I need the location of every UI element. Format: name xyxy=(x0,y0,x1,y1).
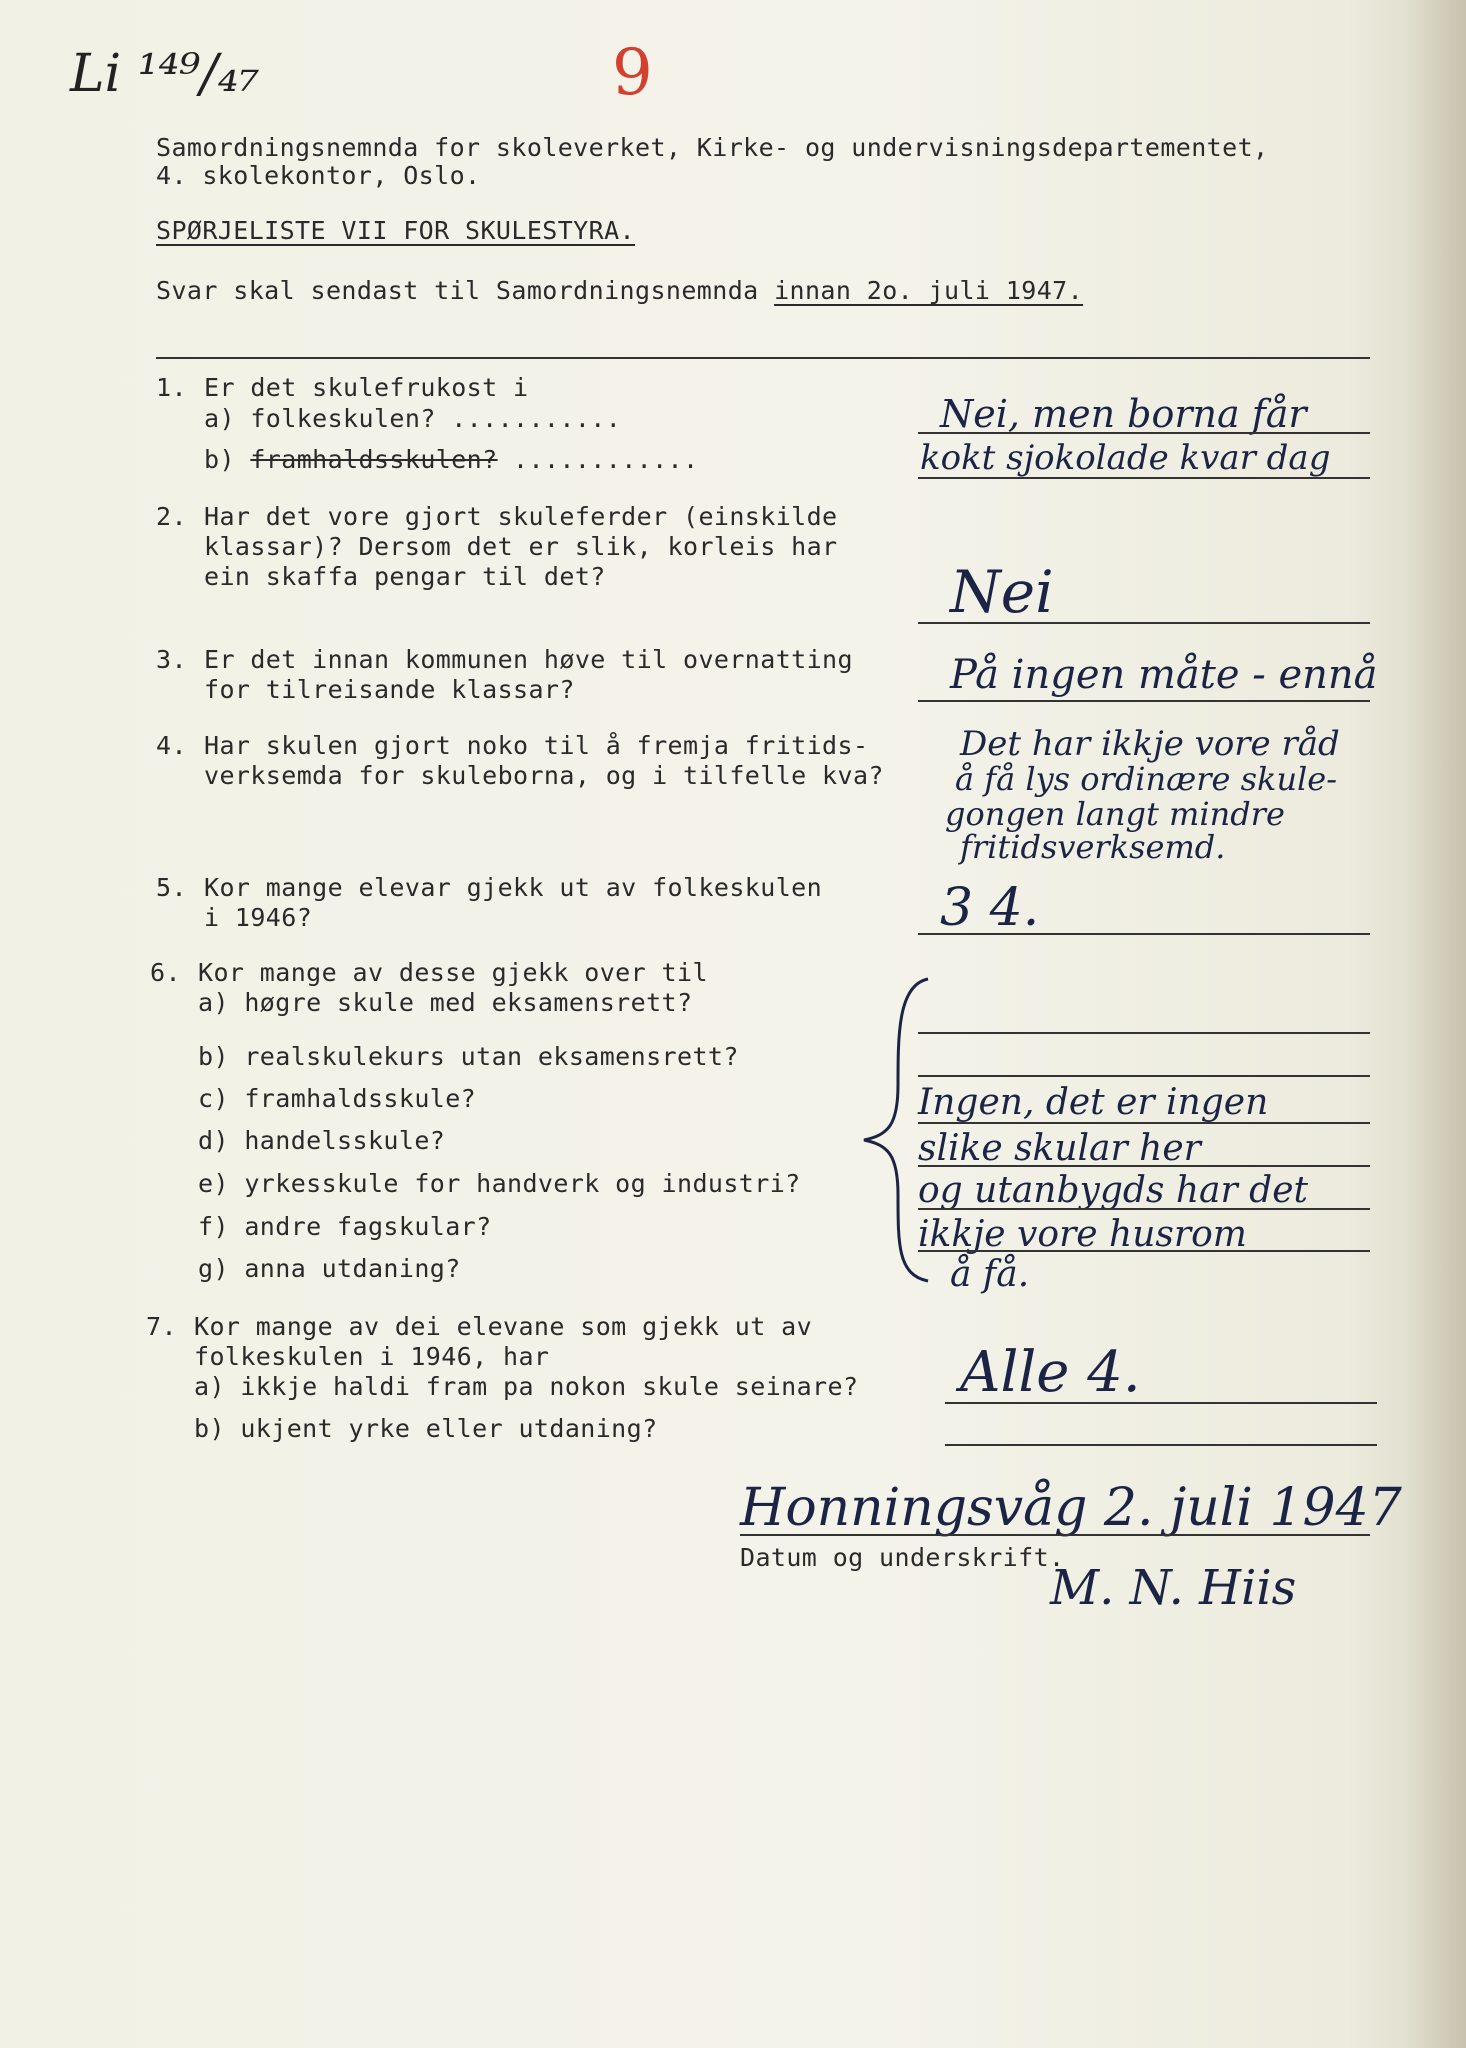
q7-answer-rule-a xyxy=(945,1402,1377,1404)
header-line-1: Samordningsnemnda for skoleverket, Kirke- og undervisningsdepartementet, xyxy=(156,133,1269,162)
q5-answer: 3 4. xyxy=(940,878,1040,938)
q6-answer-4: ikkje vore husrom xyxy=(918,1214,1247,1255)
q6-number: 6. xyxy=(150,958,181,987)
q7-answer: Alle 4. xyxy=(960,1340,1141,1405)
q2-line-2: klassar)? Dersom det er slik, korleis har xyxy=(204,532,838,561)
q7-line-2: folkeskulen i 1946, har xyxy=(194,1342,550,1371)
signature-rule xyxy=(740,1534,1370,1536)
q1-number: 1. xyxy=(156,373,187,402)
q5-line-1: Kor mange elevar gjekk ut av folkeskulen xyxy=(204,873,823,902)
q4-answer-3: gongen langt mindre xyxy=(945,795,1285,833)
q5-line-2: i 1946? xyxy=(204,903,313,932)
q1-answer-rule-1 xyxy=(918,432,1370,434)
q6-answer-2: slike skular her xyxy=(918,1128,1201,1169)
signature-label: Datum og underskrift. xyxy=(740,1543,1065,1572)
q2-number: 2. xyxy=(156,502,187,531)
q5-number: 5. xyxy=(156,873,187,902)
q6-answer-rule-4 xyxy=(918,1165,1370,1167)
q7-number: 7. xyxy=(146,1312,177,1341)
q2-line-3: ein skaffa pengar til det? xyxy=(204,562,606,591)
q6-option-c: c) framhaldsskule? xyxy=(198,1084,477,1113)
q7-option-b: b) ukjent yrke eller utdaning? xyxy=(194,1414,658,1443)
q1-answer-rule-2 xyxy=(918,477,1370,479)
deadline-date: innan 2o. juli 1947. xyxy=(774,276,1084,305)
q3-answer: På ingen måte - ennå xyxy=(950,652,1378,698)
paper-edge-shadow xyxy=(1406,0,1466,2048)
q4-number: 4. xyxy=(156,731,187,760)
q2-answer-rule xyxy=(918,622,1370,624)
q3-line-2: for tilreisande klassar? xyxy=(204,675,575,704)
q6-option-g: g) anna utdaning? xyxy=(198,1254,461,1283)
signature-name: M. N. Hiis xyxy=(1050,1560,1297,1616)
q1-answer-1: Nei, men borna får xyxy=(940,392,1307,436)
q6-option-b: b) realskulekurs utan eksamensrett? xyxy=(198,1042,739,1071)
q6-answer-rule-6 xyxy=(918,1250,1370,1252)
deadline-prefix: Svar skal sendast til Samordningsnemnda xyxy=(156,276,775,305)
q1-option-b: b) framhaldsskulen? ............ xyxy=(204,445,699,474)
q1-line-1: Er det skulefrukost i xyxy=(204,373,529,402)
q6-option-d: d) handelsskule? xyxy=(198,1126,446,1155)
q6-answer-rule-5 xyxy=(918,1208,1370,1210)
q6-answer-3: og utanbygds har det xyxy=(918,1170,1308,1211)
deadline-text xyxy=(156,276,1083,306)
q6-answer-rule-1 xyxy=(918,1032,1370,1034)
q7-line-1: Kor mange av dei elevane som gjekk ut av xyxy=(194,1312,813,1341)
q7-answer-rule-b xyxy=(945,1444,1377,1446)
header-line-2: 4. skolekontor, Oslo. xyxy=(156,161,481,190)
q4-answer-4: fritidsverksemd. xyxy=(960,828,1226,866)
q1-option-b-struck: framhaldsskulen? xyxy=(250,445,498,474)
q6-answer-5: å få. xyxy=(950,1254,1030,1295)
q4-answer-1: Det har ikkje vore råd xyxy=(960,724,1340,764)
page-number: 9 xyxy=(612,36,653,110)
q6-option-f: f) andre fagskular? xyxy=(198,1212,492,1241)
q7-option-a: a) ikkje haldi fram pa nokon skule seinare? xyxy=(194,1372,859,1401)
q4-answer-2: å få lys ordinære skule- xyxy=(955,760,1338,798)
q4-line-2: verksemda for skuleborna, og i tilfelle kva? xyxy=(204,761,884,790)
q6-option-e: e) yrkesskule for handverk og industri? xyxy=(198,1169,801,1198)
q6-option-a: a) høgre skule med eksamensrett? xyxy=(198,988,693,1017)
q3-number: 3. xyxy=(156,645,187,674)
q1-answer-2: kokt sjokolade kvar dag xyxy=(920,438,1331,478)
q6-answer-1: Ingen, det er ingen xyxy=(918,1082,1269,1123)
document-title: SPØRJELISTE VII FOR SKULESTYRA. xyxy=(156,216,635,245)
q6-answer-rule-2 xyxy=(918,1075,1370,1077)
signature-place-date: Honningsvåg 2. juli 1947 xyxy=(740,1478,1402,1538)
q3-answer-rule xyxy=(918,700,1370,702)
q6-line-1: Kor mange av desse gjekk over til xyxy=(198,958,708,987)
corner-note: Li ¹⁴⁹/₄₇ xyxy=(70,44,260,104)
q1-option-a: a) folkeskulen? ........... xyxy=(204,404,622,433)
q3-line-1: Er det innan kommunen høve til overnatting xyxy=(204,645,853,674)
q4-line-1: Har skulen gjort noko til å fremja fritids- xyxy=(204,731,869,760)
q2-line-1: Har det vore gjort skuleferder (einskilde xyxy=(204,502,838,531)
top-rule xyxy=(156,357,1370,359)
q2-answer: Nei xyxy=(950,558,1054,626)
q5-answer-rule xyxy=(918,933,1370,935)
q6-answer-rule-3 xyxy=(918,1122,1370,1124)
